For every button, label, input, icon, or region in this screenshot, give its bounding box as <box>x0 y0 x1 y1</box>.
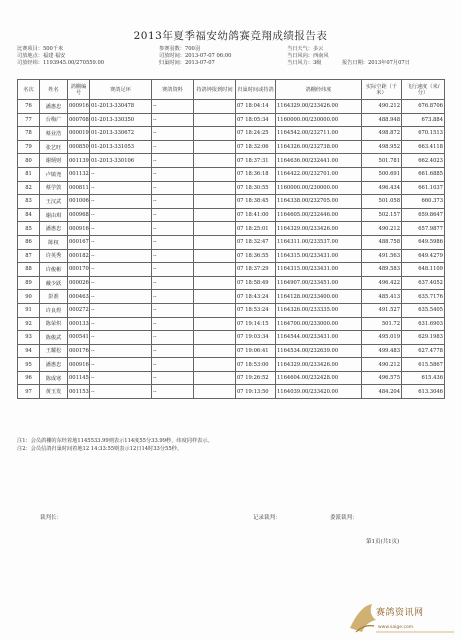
table-row <box>18 290 445 304</box>
cell-info: -- <box>152 303 194 317</box>
signature-judge: 裁判长： <box>40 515 63 521</box>
cell-rank: 86 <box>18 235 40 249</box>
cell-coordinates: 1164311.00/233537.00 <box>276 235 362 249</box>
cell-info: -- <box>152 290 194 304</box>
cell-rank: 89 <box>18 276 40 290</box>
cell-name: 潘惠忠 <box>40 358 68 372</box>
cell-clock <box>194 371 236 385</box>
cell-rank: 91 <box>18 303 40 317</box>
cell-coordinates: 1164326.00/233335.00 <box>276 303 362 317</box>
table-row <box>18 140 445 154</box>
cell-name: 王汉武 <box>40 195 68 209</box>
cell-name: 潘惠忠 <box>40 222 68 236</box>
cell-name: 蔡业浩 <box>40 127 68 141</box>
header-coordinates: 鸽棚经纬度 <box>276 80 362 100</box>
cell-clock <box>194 235 236 249</box>
cell-arrival: 07 19:06:41 <box>236 344 276 358</box>
cell-coordinates: 1164700.00/233000.00 <box>276 317 362 331</box>
cell-rank: 95 <box>18 358 40 372</box>
cell-loft: 001145 <box>68 371 90 385</box>
cell-rank: 94 <box>18 344 40 358</box>
cell-name: 陈成寒 <box>40 371 68 385</box>
table-row <box>18 303 445 317</box>
cell-arrival: 07 18:32:47 <box>236 235 276 249</box>
table-row <box>18 113 445 127</box>
cell-distance: 496.422 <box>362 276 402 290</box>
cell-info: -- <box>152 127 194 141</box>
cell-info: -- <box>152 385 194 399</box>
cell-arrival: 07 18:53:24 <box>236 303 276 317</box>
table-row <box>18 100 445 114</box>
cell-distance: 485.413 <box>362 290 402 304</box>
cell-loft: 001132 <box>68 167 90 181</box>
cell-info: -- <box>152 235 194 249</box>
cell-info: -- <box>152 167 194 181</box>
cell-coordinates: 1164907.00/233451.00 <box>276 276 362 290</box>
cell-info: -- <box>152 181 194 195</box>
cell-loft: 000968 <box>68 208 90 222</box>
cell-ring: -- <box>90 303 152 317</box>
cell-speed: 660.373 <box>402 195 445 209</box>
cell-info: -- <box>152 371 194 385</box>
header-name: 姓名 <box>40 80 68 100</box>
cell-ring: -- <box>90 195 152 209</box>
cell-arrival: 07 19:14:15 <box>236 317 276 331</box>
note-1: 注1：会员鸽棚的东经着地1145533.99则表示114度55分33.99秒，纬度同样表示。 <box>17 438 213 444</box>
cell-info: -- <box>152 113 194 127</box>
cell-coordinates: 1164605.00/232446.00 <box>276 208 362 222</box>
cell-distance: 499.483 <box>362 344 402 358</box>
cell-name: 卢镇尧 <box>40 167 68 181</box>
header-ring: 赛鸽足环 <box>90 80 152 100</box>
cell-loft: 000170 <box>68 263 90 277</box>
meta-release-time: 司放时间：2013-07-07 06:00 <box>159 53 232 59</box>
signature-committee: 委派裁判： <box>330 515 358 521</box>
note-2: 注2：会员信鸽归巢时间着地12 14:33:55则表示12日14时33分55秒。 <box>17 446 183 452</box>
cell-speed: 613.3046 <box>402 385 445 399</box>
cell-distance: 490.212 <box>362 358 402 372</box>
signature-recorder: 记录裁判： <box>253 515 281 521</box>
cell-loft: 000026 <box>68 276 90 290</box>
header-info: 赛鸽资料 <box>152 80 194 100</box>
cell-speed: 659.8647 <box>402 208 445 222</box>
cell-ring: -- <box>90 385 152 399</box>
cell-ring: -- <box>90 358 152 372</box>
cell-coordinates: 1164315.00/233431.00 <box>276 249 362 263</box>
cell-rank: 85 <box>18 222 40 236</box>
cell-name: 陈权 <box>40 235 68 249</box>
cell-info: -- <box>152 317 194 331</box>
meta-return-date: 归巢时间：2013-07-07 <box>159 60 215 66</box>
cell-rank: 96 <box>18 371 40 385</box>
cell-loft: 000463 <box>68 290 90 304</box>
cell-clock <box>194 208 236 222</box>
meta-release-site: 司放地点：福建 福安 <box>17 53 66 59</box>
cell-clock <box>194 195 236 209</box>
cell-distance: 498.952 <box>362 140 402 154</box>
cell-ring: -- <box>90 290 152 304</box>
cell-speed: 661.6885 <box>402 167 445 181</box>
table-row <box>18 127 445 141</box>
cell-clock <box>194 358 236 372</box>
cell-loft: 000916 <box>68 100 90 114</box>
cell-loft: 000850 <box>68 140 90 154</box>
cell-speed: 648.1109 <box>402 263 445 277</box>
cell-clock <box>194 385 236 399</box>
cell-arrival: 07 19:13:50 <box>236 385 276 399</box>
cell-speed: 615.436 <box>402 371 445 385</box>
cell-name: 蔡学敦 <box>40 181 68 195</box>
cell-loft: 000272 <box>68 303 90 317</box>
table-row <box>18 222 445 236</box>
cell-speed: 670.1513 <box>402 127 445 141</box>
cell-rank: 83 <box>18 195 40 209</box>
cell-arrival: 07 19:26:52 <box>236 371 276 385</box>
cell-arrival: 07 18:32:06 <box>236 140 276 154</box>
cell-ring: -- <box>90 371 152 385</box>
cell-loft: 000133 <box>68 317 90 331</box>
cell-loft: 000019 <box>68 127 90 141</box>
cell-coordinates: 1164422.00/232701.00 <box>276 167 362 181</box>
watermark-url: www.saige.com <box>378 625 414 630</box>
cell-ring: 01-2013-330672 <box>90 127 152 141</box>
cell-loft: 000708 <box>68 113 90 127</box>
cell-arrival: 07 18:41:00 <box>236 208 276 222</box>
cell-name: 许俊彬 <box>40 263 68 277</box>
cell-distance: 495.019 <box>362 331 402 345</box>
cell-speed: 637.4052 <box>402 276 445 290</box>
table-row <box>18 235 445 249</box>
meta-weather: 当日天气：多云 <box>287 46 324 52</box>
cell-coordinates: 1164329.00/233426.00 <box>276 222 362 236</box>
cell-distance: 489.583 <box>362 263 402 277</box>
cell-distance: 490.212 <box>362 100 402 114</box>
cell-distance: 501.058 <box>362 195 402 209</box>
cell-clock <box>194 303 236 317</box>
cell-clock <box>194 100 236 114</box>
cell-clock <box>194 290 236 304</box>
cell-info: -- <box>152 331 194 345</box>
cell-ring: -- <box>90 276 152 290</box>
cell-info: -- <box>152 344 194 358</box>
cell-name: 谢炳财 <box>40 154 68 168</box>
cell-name: 张艺旺 <box>40 140 68 154</box>
cell-loft: 000167 <box>68 235 90 249</box>
cell-coordinates: 1164542.00/232711.00 <box>276 127 362 141</box>
cell-ring: 01-2013-330350 <box>90 113 152 127</box>
cell-coordinates: 1164039.00/233420.00 <box>276 385 362 399</box>
table-row <box>18 195 445 209</box>
cell-loft: 001153 <box>68 385 90 399</box>
cell-ring: -- <box>90 222 152 236</box>
cell-arrival: 07 18:53:00 <box>236 358 276 372</box>
cell-ring: -- <box>90 235 152 249</box>
cell-arrival: 07 18:36:55 <box>236 249 276 263</box>
table-row <box>18 371 445 385</box>
cell-rank: 77 <box>18 113 40 127</box>
cell-clock <box>194 154 236 168</box>
cell-loft: 000176 <box>68 344 90 358</box>
cell-ring: 01-2013-330106 <box>90 154 152 168</box>
header-rank: 名次 <box>18 80 40 100</box>
page-number: 第1页(共1页) <box>366 539 400 545</box>
cell-coordinates: 1164128.00/233400.00 <box>276 290 362 304</box>
cell-info: -- <box>152 358 194 372</box>
cell-rank: 78 <box>18 127 40 141</box>
header-distance: 实际空距（千米） <box>362 80 402 100</box>
cell-coordinates: 1164604.00/232428.00 <box>276 371 362 385</box>
cell-speed: 663.4118 <box>402 140 445 154</box>
cell-clock <box>194 317 236 331</box>
table-row <box>18 358 445 372</box>
meta-entries: 参赛羽数：700羽 <box>159 46 201 52</box>
cell-clock <box>194 331 236 345</box>
cell-ring: -- <box>90 181 152 195</box>
results-table <box>17 79 445 399</box>
cell-name: 许良煜 <box>40 303 68 317</box>
cell-clock <box>194 113 236 127</box>
cell-speed: 631.6903 <box>402 317 445 331</box>
cell-arrival: 07 18:43:24 <box>236 290 276 304</box>
table-header-row <box>18 80 445 100</box>
cell-speed: 662.4023 <box>402 154 445 168</box>
cell-rank: 81 <box>18 167 40 181</box>
cell-clock <box>194 263 236 277</box>
cell-clock <box>194 181 236 195</box>
cell-distance: 491.527 <box>362 303 402 317</box>
page-title: 2013年夏季福安幼鸽赛竞翔成绩报告表 <box>133 30 328 42</box>
cell-distance: 498.872 <box>362 127 402 141</box>
cell-info: -- <box>152 195 194 209</box>
cell-coordinates: 1164636.00/232441.00 <box>276 154 362 168</box>
cell-arrival: 07 18:36:18 <box>236 167 276 181</box>
cell-clock <box>194 140 236 154</box>
cell-rank: 79 <box>18 140 40 154</box>
table-row <box>18 317 445 331</box>
notes <box>17 437 444 453</box>
cell-loft: 001139 <box>68 154 90 168</box>
cell-distance: 501.781 <box>362 154 402 168</box>
meta-wind-direction: 当日风向：西南风 <box>287 53 329 59</box>
cell-ring: -- <box>90 344 152 358</box>
cell-rank: 76 <box>18 100 40 114</box>
cell-rank: 97 <box>18 385 40 399</box>
cell-ring: -- <box>90 208 152 222</box>
cell-ring: 01-2013-330478 <box>90 100 152 114</box>
cell-coordinates: 1164329.00/233426.00 <box>276 100 362 114</box>
cell-info: -- <box>152 154 194 168</box>
cell-rank: 84 <box>18 208 40 222</box>
cell-rank: 90 <box>18 290 40 304</box>
cell-clock <box>194 127 236 141</box>
table-row <box>18 249 445 263</box>
cell-speed: 661.1037 <box>402 181 445 195</box>
table-row <box>18 167 445 181</box>
table-row <box>18 263 445 277</box>
table-body <box>18 100 445 399</box>
cell-arrival: 07 18:37:31 <box>236 154 276 168</box>
cell-rank: 80 <box>18 154 40 168</box>
cell-name: 潘惠忠 <box>40 100 68 114</box>
cell-info: -- <box>152 249 194 263</box>
cell-name: 陈俊武 <box>40 331 68 345</box>
cell-coordinates: 1164338.00/232705.00 <box>276 195 362 209</box>
cell-ring: -- <box>90 263 152 277</box>
cell-distance: 490.212 <box>362 222 402 236</box>
cell-loft: 000811 <box>68 181 90 195</box>
cell-clock <box>194 276 236 290</box>
table-row <box>18 385 445 399</box>
cell-loft: 000541 <box>68 331 90 345</box>
table-row <box>18 344 445 358</box>
cell-coordinates: 1164326.00/232738.00 <box>276 140 362 154</box>
cell-speed: 657.9877 <box>402 222 445 236</box>
cell-distance: 496.434 <box>362 181 402 195</box>
table-row <box>18 154 445 168</box>
meta-project: 比赛项目：500千米 <box>17 46 64 52</box>
cell-name: 彭准 <box>40 290 68 304</box>
cell-name: 戴少跃 <box>40 276 68 290</box>
cell-distance: 502.157 <box>362 208 402 222</box>
meta-wind-force: 当日风力：3级 <box>287 60 322 66</box>
cell-coordinates: 1164534.00/232639.00 <box>276 344 362 358</box>
watermark-logo-icon <box>346 598 456 638</box>
cell-coordinates: 1160000.00/230000.00 <box>276 181 362 195</box>
cell-distance: 491.563 <box>362 249 402 263</box>
cell-name: 谢由琪 <box>40 208 68 222</box>
cell-distance: 488.948 <box>362 113 402 127</box>
cell-info: -- <box>152 208 194 222</box>
cell-name: 台梅广 <box>40 113 68 127</box>
cell-speed: 635.5405 <box>402 303 445 317</box>
cell-speed: 615.5867 <box>402 358 445 372</box>
cell-clock <box>194 344 236 358</box>
cell-speed: 676.8706 <box>402 100 445 114</box>
table-row <box>18 208 445 222</box>
cell-rank: 82 <box>18 181 40 195</box>
cell-arrival: 07 18:24:25 <box>236 127 276 141</box>
cell-arrival: 07 19:03:34 <box>236 331 276 345</box>
cell-distance: 500.691 <box>362 167 402 181</box>
cell-distance: 496.575 <box>362 371 402 385</box>
cell-speed: 649.5986 <box>402 235 445 249</box>
cell-coordinates: 1160000.00/230000.00 <box>276 113 362 127</box>
cell-ring: -- <box>90 317 152 331</box>
cell-rank: 87 <box>18 249 40 263</box>
header-loft: 鸽棚编号 <box>68 80 90 100</box>
cell-name: 黄玉发 <box>40 385 68 399</box>
cell-info: -- <box>152 222 194 236</box>
cell-speed: 627.4778 <box>402 344 445 358</box>
cell-speed: 649.4279 <box>402 249 445 263</box>
cell-coordinates: 1164329.00/233426.00 <box>276 358 362 372</box>
cell-speed: 635.7176 <box>402 290 445 304</box>
cell-loft: 000916 <box>68 358 90 372</box>
cell-loft: 000182 <box>68 249 90 263</box>
cell-info: -- <box>152 276 194 290</box>
cell-distance: 484.204 <box>362 385 402 399</box>
cell-ring: -- <box>90 331 152 345</box>
cell-coordinates: 1164544.00/233431.00 <box>276 331 362 345</box>
cell-name: 王耀松 <box>40 344 68 358</box>
cell-ring: -- <box>90 167 152 181</box>
cell-distance: 501.72 <box>362 317 402 331</box>
cell-arrival: 07 18:25:01 <box>236 222 276 236</box>
cell-loft: 000916 <box>68 222 90 236</box>
cell-arrival: 07 18:04:14 <box>236 100 276 114</box>
cell-speed: 673.884 <box>402 113 445 127</box>
cell-rank: 92 <box>18 317 40 331</box>
cell-speed: 629.1983 <box>402 331 445 345</box>
cell-clock <box>194 167 236 181</box>
cell-clock <box>194 222 236 236</box>
cell-name: 许英秀 <box>40 249 68 263</box>
cell-arrival: 07 18:05:34 <box>236 113 276 127</box>
cell-arrival: 07 18:37:29 <box>236 263 276 277</box>
meta-release-coord: 司放经纬：1193945.00/270559.00 <box>17 60 105 66</box>
cell-info: -- <box>152 140 194 154</box>
cell-clock <box>194 249 236 263</box>
cell-rank: 93 <box>18 331 40 345</box>
cell-ring: 01-2013-331053 <box>90 140 152 154</box>
cell-info: -- <box>152 100 194 114</box>
table-row <box>18 181 445 195</box>
cell-arrival: 07 18:38:45 <box>236 195 276 209</box>
cell-coordinates: 1164315.00/233431.00 <box>276 263 362 277</box>
cell-rank: 88 <box>18 263 40 277</box>
table-row <box>18 276 445 290</box>
cell-arrival: 07 18:58:49 <box>236 276 276 290</box>
header-clock-time: 持鸽钟报到时间 <box>194 80 236 100</box>
meta-report-date: 报告日期：2013年07月07日 <box>342 60 410 66</box>
cell-arrival: 07 18:30:55 <box>236 181 276 195</box>
cell-ring: -- <box>90 249 152 263</box>
table-row <box>18 331 445 345</box>
cell-distance: 488.758 <box>362 235 402 249</box>
watermark-brand: 赛鸽资讯网 <box>376 608 424 618</box>
cell-info: -- <box>152 263 194 277</box>
cell-loft: 001006 <box>68 195 90 209</box>
header-arrival-time: 归巢时间或持鸽 <box>236 80 276 100</box>
header-speed: 飞行速度（米/分） <box>402 80 445 100</box>
cell-name: 陈荣炽 <box>40 317 68 331</box>
